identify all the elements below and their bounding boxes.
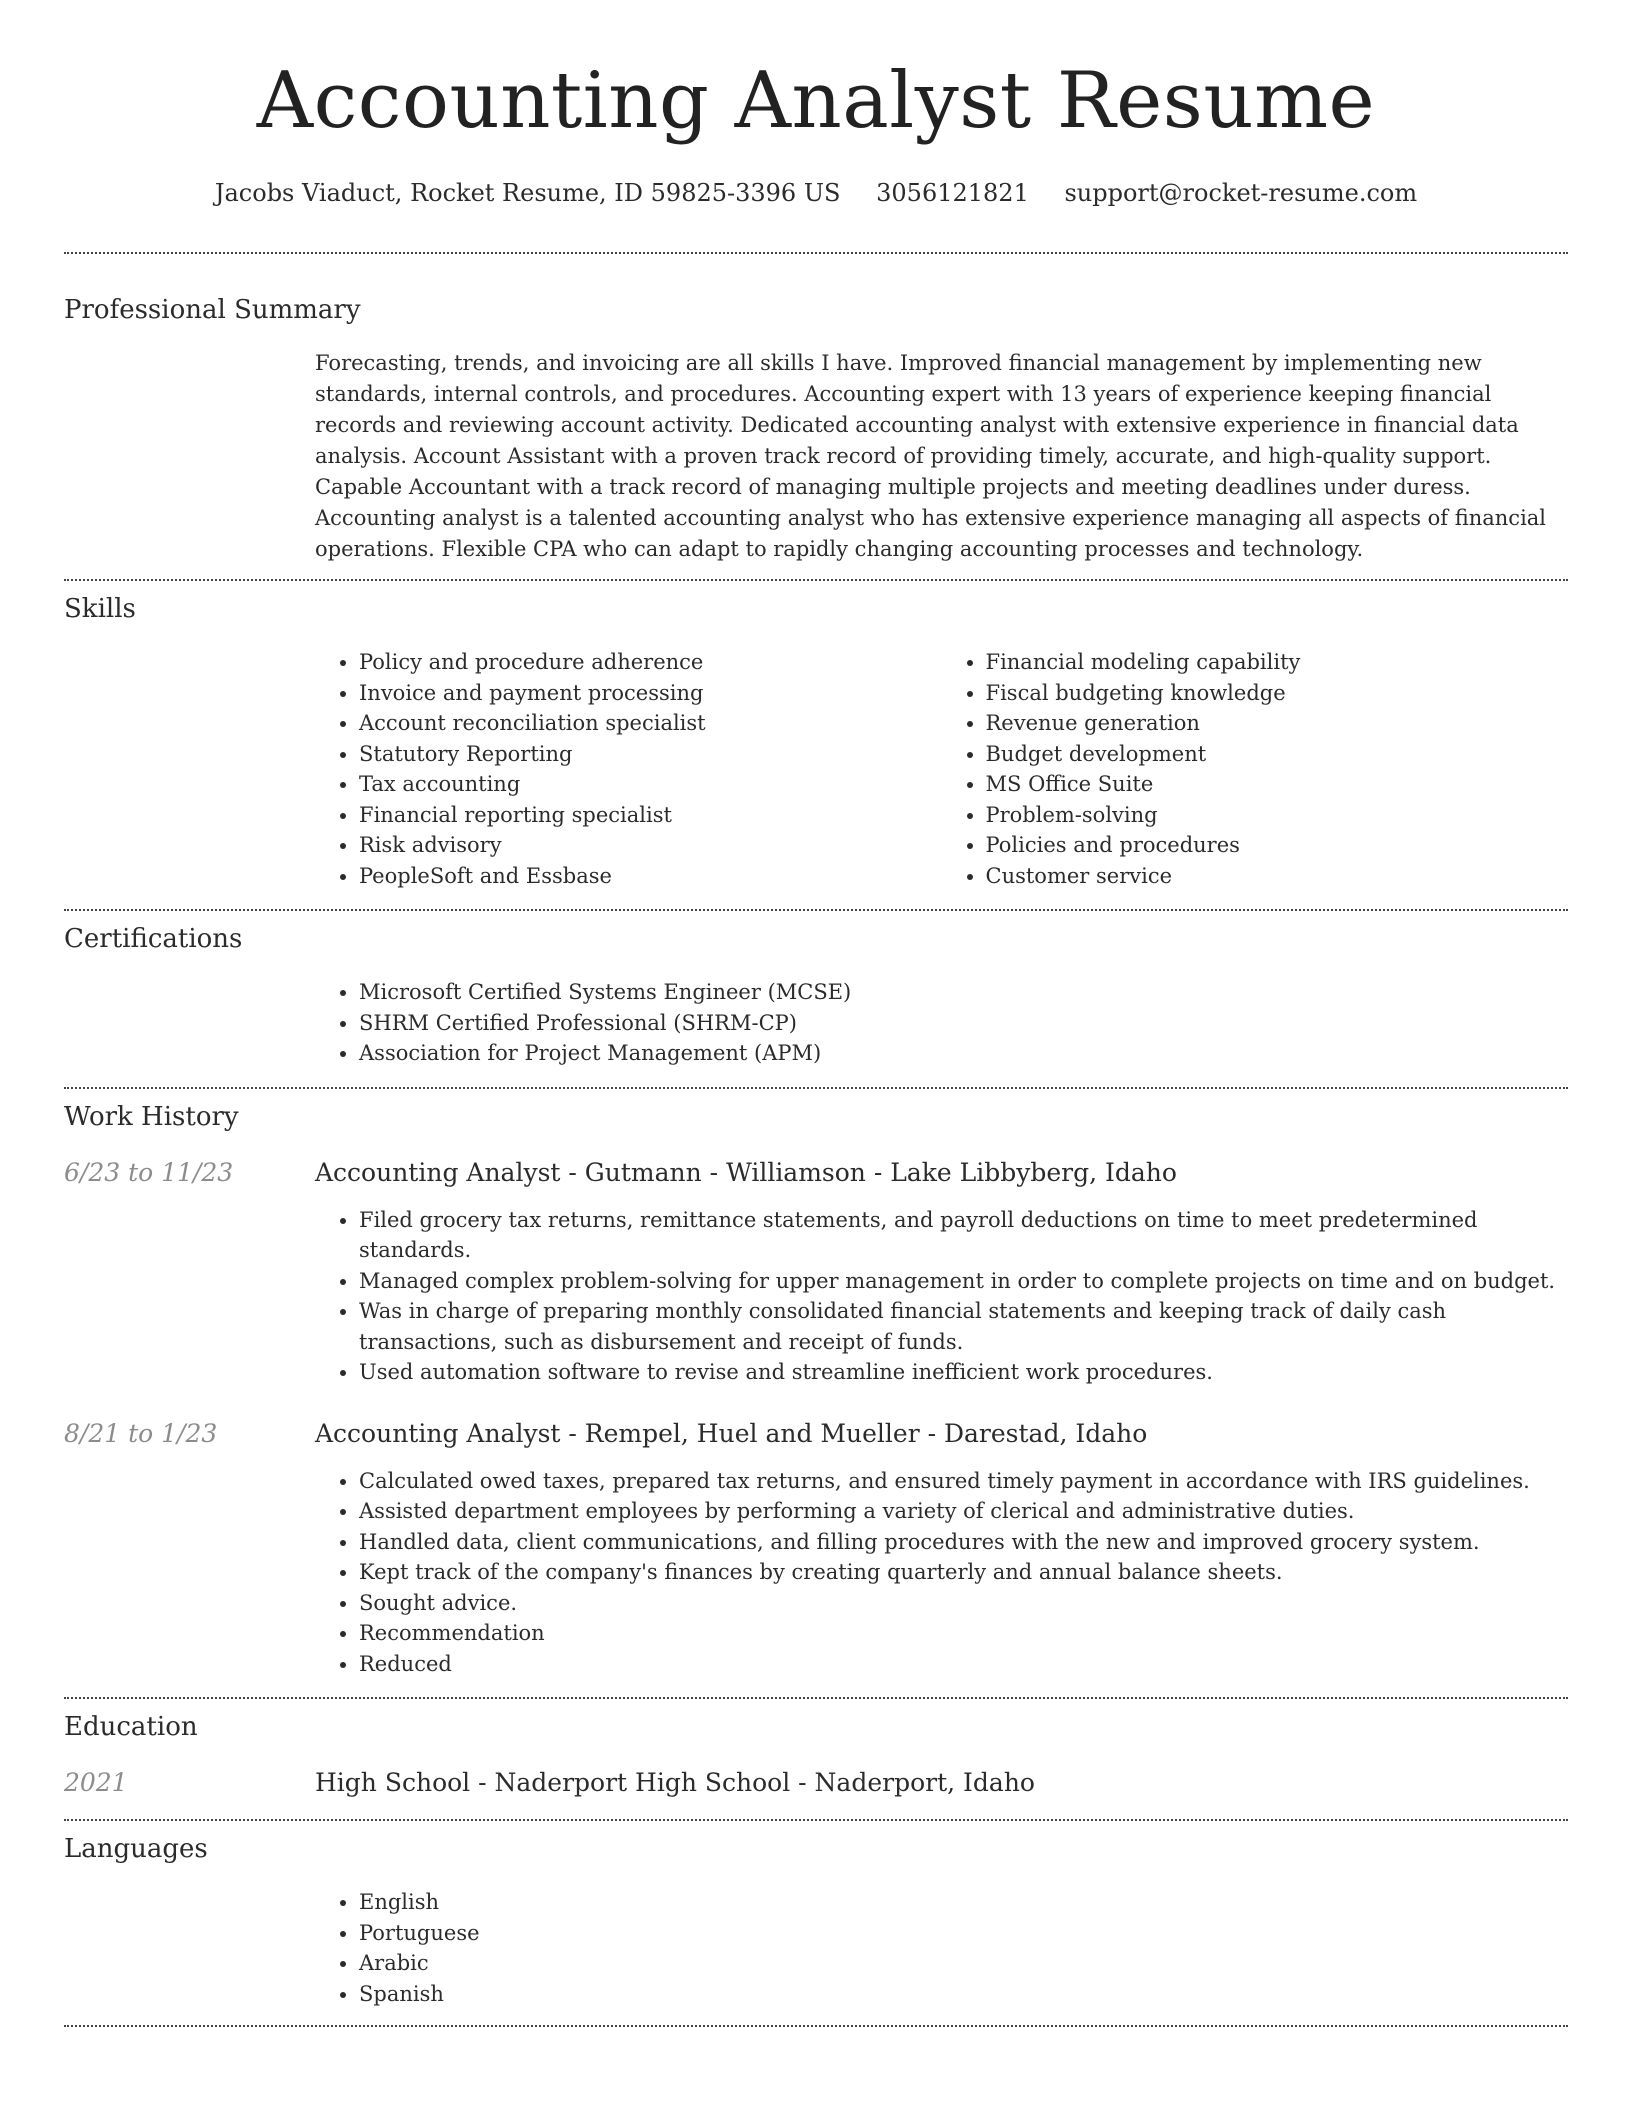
certification-item: • SHRM Certified Professional (SHRM-CP) [359,1008,1568,1039]
job-dates: 8/21 to 1/23 [64,1418,218,1448]
job-title: Accounting Analyst - Gutmann - Williamson - Lake Libbyberg, Idaho [315,1157,1177,1187]
education-year: 2021 [64,1768,128,1797]
languages-section [64,1821,1568,2009]
skill-item: • Budget development [986,739,1569,770]
skills-list-right [942,647,1569,891]
skill-item: • Financial reporting specialist [359,800,942,831]
section-heading-skills: Skills [64,594,136,624]
job-bullets [315,1205,1568,1388]
summary-text: Forecasting, trends, and invoicing are all skills I have. Improved financial management by implementing new standards, internal controls, and procedures. Accounting expert with 13 years of experience keeping financial records and reviewing account activity. Dedicated accounting analyst with extensive experience in financial data analysis. Account Assistant with a proven track record of providing timely, accurate, and high-quality support. Capable Accountant with a track record of managing multiple projects and meeting deadlines under duress. Accounting analyst is a talented accounting analyst who has extensive experience managing all aspects of financial operations. Flexible CPA who can adapt to rapidly changing accounting processes and technology. [315,351,1547,561]
education-title: High School - Naderport High School - Naderport, Idaho [315,1768,1035,1797]
skill-item: • Risk advisory [359,830,942,861]
contact-address: Jacobs Viaduct, Rocket Resume, ID 59825-3396 US [214,179,841,207]
skill-item: • Fiscal budgeting knowledge [986,678,1569,709]
job-bullet: • Managed complex problem-solving for upper management in order to complete projects on time and on budget. [359,1266,1568,1297]
section-heading-education: Education [64,1712,198,1742]
skill-item: • Revenue generation [986,708,1569,739]
skill-item: • Tax accounting [359,769,942,800]
language-item: • Spanish [359,1979,1568,2010]
skill-item: • Policies and procedures [986,830,1569,861]
skill-item: • Account reconciliation specialist [359,708,942,739]
resume-title: Accounting Analyst Resume [256,56,1376,146]
certifications-body [315,977,1568,1069]
skill-item: • Problem-solving [986,800,1569,831]
languages-body [315,1887,1568,2009]
education-section [64,1699,1568,1799]
summary-body [315,348,1568,565]
contact-line [64,178,1568,208]
job-bullet: • Recommendation [359,1618,1568,1649]
section-heading-work: Work History [64,1101,239,1132]
section-heading-summary: Professional Summary [64,295,361,325]
certifications-section [64,911,1568,1069]
divider [64,2025,1568,2027]
work-history-section [64,1089,1568,1680]
section-heading-languages: Languages [64,1834,208,1864]
skills-list-left [315,647,942,891]
language-item: • Arabic [359,1948,1568,1979]
summary-section [64,254,1568,565]
contact-phone: 3056121821 [876,179,1029,207]
job-header [64,1418,1568,1450]
skill-item: • Financial modeling capability [986,647,1569,678]
certification-item: • Microsoft Certified Systems Engineer (MCSE) [359,977,1568,1008]
skill-item: • Customer service [986,861,1569,892]
job-bullet: • Sought advice. [359,1588,1568,1619]
job-bullet: • Handled data, client communications, and filling procedures with the new and improved grocery system. [359,1527,1568,1558]
languages-list [315,1887,1568,2009]
skill-item: • MS Office Suite [986,769,1569,800]
language-item: • Portuguese [359,1918,1568,1949]
job-dates: 6/23 to 11/23 [64,1157,234,1187]
skills-grid [315,647,1568,891]
section-heading-certifications: Certifications [64,924,243,954]
contact-email: support@rocket-resume.com [1064,179,1418,207]
skills-section [64,581,1568,891]
job-bullet: • Was in charge of preparing monthly consolidated financial statements and keeping track of daily cash transactions, such as disbursement and receipt of funds. [359,1296,1568,1357]
job-bullet: • Reduced [359,1649,1568,1680]
skill-item: • PeopleSoft and Essbase [359,861,942,892]
certifications-list [315,977,1568,1069]
job-bullet: • Kept track of the company's finances by creating quarterly and annual balance sheets. [359,1557,1568,1588]
education-entry [64,1767,1568,1799]
job-bullet: • Filed grocery tax returns, remittance statements, and payroll deductions on time to meet predetermined standards. [359,1205,1568,1266]
job-entry [64,1418,1568,1680]
job-header [64,1157,1568,1189]
skill-item: • Invoice and payment processing [359,678,942,709]
job-bullet: • Calculated owed taxes, prepared tax returns, and ensured timely payment in accordance with IRS guidelines. [359,1466,1568,1497]
skill-item: • Statutory Reporting [359,739,942,770]
job-bullet: • Used automation software to revise and streamline inefficient work procedures. [359,1357,1568,1388]
job-bullet: • Assisted department employees by performing a variety of clerical and administrative duties. [359,1496,1568,1527]
job-details [315,1466,1568,1680]
job-title: Accounting Analyst - Rempel, Huel and Mueller - Darestad, Idaho [315,1418,1148,1448]
certification-item: • Association for Project Management (APM) [359,1038,1568,1069]
job-details [315,1205,1568,1388]
job-entry [64,1157,1568,1388]
resume-page [64,0,1568,2027]
language-item: • English [359,1887,1568,1918]
skill-item: • Policy and procedure adherence [359,647,942,678]
job-bullets [315,1466,1568,1680]
